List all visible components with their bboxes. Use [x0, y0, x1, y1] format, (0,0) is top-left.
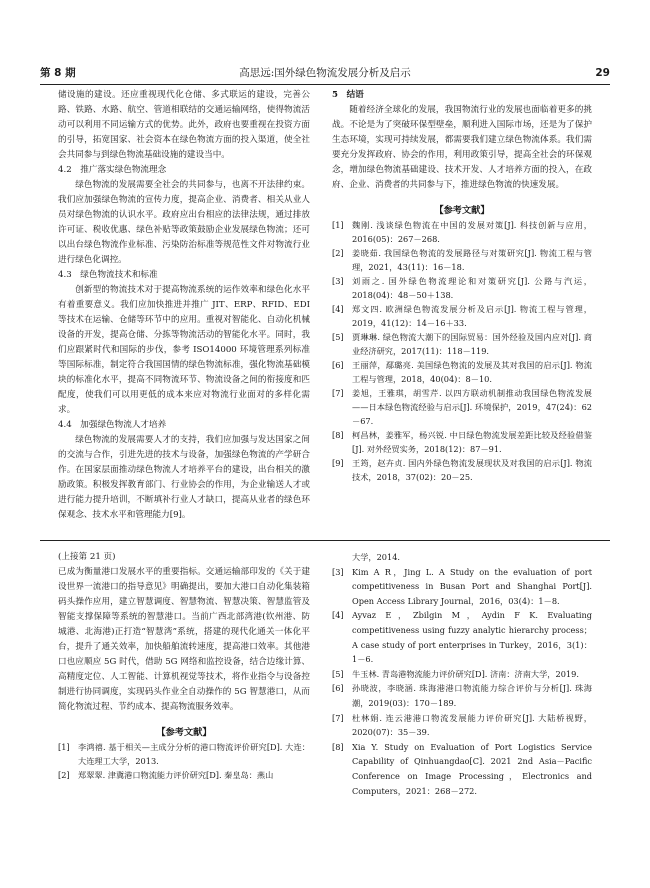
reference-list	[58, 740, 310, 782]
references-heading: 【参考文献】	[434, 205, 490, 216]
subsection-heading: 4.4 加强绿色物流人才培养	[58, 420, 167, 430]
issue-number: 第 8 期	[40, 67, 76, 79]
reference-item: [7] 杜林娟. 连云港港口物流发展能力评价研究[J]. 大陆桥视野，2020(07)：35－39.	[332, 712, 592, 738]
reference-item: [7] 姜旭，王雅琪，胡雪芹. 以四方联动机制推动我国绿色物流发展——日本绿色物流经验与启示[J]. 环境保护，2019，47(24)：62－67.	[332, 388, 592, 426]
reference-item: [9] 王筠，赵卉贞. 国内外绿色物流发展现状及对我国的启示[J]. 物流技术，2018，37(02)：20－25.	[332, 458, 592, 482]
reference-item: [3] Kim A R，Jing L. A Study on the evaluation of port competitiveness in Busan Port and Shanghai Port[J]. Open Access Library Journal，2016，03(4)：1－8.	[332, 566, 592, 606]
subsection-heading: 4.3 绿色物流技术和标准	[58, 270, 158, 280]
upper-left-column	[58, 88, 310, 523]
page-header	[40, 64, 610, 82]
reference-item: [6] 孙晓波，李晓涵. 珠海港港口物流能力综合评价与分析[J]. 珠海潮，2019(03)：170－189.	[332, 683, 592, 708]
conclusion-paragraph: 随着经济全球化的发展，我国物流行业的发展也面临着更多的挑战。不论是为了突破环保型壁垒，顺利进入国际市场，还是为了保护生态环境，实现可持续发展，都需要我们建立绿色物流体系。我们需要充分发挥政府、协会的作用，利用政策引导，提高全社会的环保观念，增加绿色物流基础建设、技术开发、人才培养方面的投入，在政府、企业、消费者的共同参与下，推进绿色物流的快速发展。	[332, 105, 592, 190]
reference-item: 大学，2014.	[352, 552, 401, 562]
body-paragraph: 储设施的建设。还应重视现代化仓储、多式联运的建设，完善公路、铁路、水路、航空、管道相联结的交通运输网络，使得物流活动可以利用不同运输方式的优势。此外，政府也要重视在投资方面的引导，拓宽国家、社会资本在绿色物流方面的投入渠道，使全社会共同参与到绿色物流基础设施的建设当中。	[58, 90, 310, 160]
reference-item: [2] 郑翠翠. 津冀港口物流能力评价研究[D]. 秦皇岛：燕山	[58, 770, 274, 780]
section-title-conclusion: 5 结语	[332, 90, 364, 100]
upper-right-column	[332, 88, 592, 484]
article-divider	[40, 540, 610, 541]
reference-list	[332, 218, 592, 484]
reference-item: [8] 柯昌林，姜雅军，杨兴锐. 中日绿色物流发展差距比较及经验借鉴[J]. 对外经贸实务，2018(12)：87－91.	[332, 430, 592, 454]
lower-left-column	[58, 550, 310, 782]
body-paragraph: 创新型的物流技术对于提高物流系统的运作效率和绿色化水平有着重要意义。我们应加快推进并推广 JIT、ERP、RFID、EDI 等技术在运输、仓储等环节中的应用。重视对智能化、自动化机械设备的开发，提高仓储、分拣等物流活动的智能化水平。同时，我们应跟紧时代和国际的步伐，参考 ISO14000 环境管理系列标准等国际标准，制定符合我国国情的绿色物流标准，强化物流基础模块的标准化水平，提高不同物流环节、物流设备之间的衔接度和匹配度，使我们可以用更低的成本来应对物流行业面对的多样化需求。	[58, 285, 310, 415]
running-title: 高思远:国外绿色物流发展分析及启示	[239, 67, 411, 79]
reference-item: [4] 郑文四. 欧洲绿色物流发展分析及启示[J]. 物流工程与管理，2019，41(12)：14－16＋33.	[332, 304, 592, 328]
references-heading: 【参考文献】	[156, 727, 212, 738]
reference-item: [1] 李鸿禧. 基于相关—主成分分析的港口物流评价研究[D]. 大连：大连理工大学，2013.	[58, 742, 310, 766]
body-paragraph: 已成为衡量港口发展水平的重要指标。交通运输部印发的《关于建设世界一流港口的指导意见》明确提出，要加大港口自动化集装箱码头操作应用，建立智慧调度、智慧物流、智慧决策、智慧监管及智能支撑保障等系统的智慧港口。当前广西北部湾港(钦州港、防城港、北海港)正打造“智慧湾”系统，搭建的现代化通关一体化平台，提升了通关效率，加快船舶流转速度，提高港口效率。其他港口也应顺应 5G 时代，借助 5G 网络和监控设备，结合边缘计算、高精度定位、人工智能、计算机视觉等技术，将作业指令与设备控制进行协同调度，实现码头作业全自动操作的 5G 智慧港口，从而简化物流过程、节约成本、提高物流服务效率。	[58, 567, 310, 712]
reference-item: [8] Xia Y. Study on Evaluation of Port Logistics Service Capability of Qinhuangdao[C]. 2021 2nd Asia－Pacific Conference on Image Processing，Electronics and Computers，2021：268－272.	[332, 741, 592, 796]
lower-right-column	[332, 550, 592, 798]
body-paragraph: 绿色物流的发展需要全社会的共同参与，也离不开法律约束。我们应加强绿色物流的宣传力度，提高企业、消费者、相关从业人员对绿色物流的认识水平。政府应出台相应的法律法规，通过排放许可证、税收优惠、绿色补贴等政策鼓励企业发展绿色物流；还可以出台绿色物流作业标准、污染防治标准等规范性文件对物流行业进行绿色化调控。	[58, 180, 310, 265]
reference-item: [4] Ayvaz E，Zbilgin M，Aydin F K. Evaluating competitiveness using fuzzy analytic hierarchy process；A case study of port enterprises in Turkey，2016，3(1)：1－6.	[332, 610, 592, 665]
reference-item: [6] 王丽萍，鄢璐亮. 美国绿色物流的发展及其对我国的启示[J]. 物流工程与管理，2018，40(04)：8－10.	[332, 360, 592, 384]
continued-note: (上接第 21 页)	[58, 552, 116, 562]
reference-item: [2] 姜晓茹. 我国绿色物流的发展路径与对策研究[J]. 物流工程与管理，2021，43(11)：16－18.	[332, 248, 592, 272]
subsection-heading: 4.2 推广落实绿色物流理念	[58, 165, 167, 175]
body-paragraph: 绿色物流的发展需要人才的支持，我们应加强与发达国家之间的交流与合作，引进先进的技术与设备，加强绿色物流的产学研合作。在国家层面推动绿色物流人才培养平台的建设，出台相关的激励政策。积极发挥教育部门、行业协会的作用，为企业输送人才或进行能力提升培训，不断填补行业人才缺口，提高从业者的绿色环保观念、技术水平和管理能力[9]。	[58, 435, 310, 520]
reference-item: [5] 牛玉林. 青岛港物流能力评价研究[D]. 济南：济南大学，2019.	[332, 668, 579, 679]
page-number: 29	[595, 67, 610, 79]
reference-item: [5] 贾琳琳. 绿色物流大潮下的国际贸易：国外经验及国内应对[J]. 商业经济研究，2017(11)：118－119.	[332, 332, 592, 356]
reference-item: [1] 魏刚. 浅谈绿色物流在中国的发展对策[J]. 科技创新与应用，2016(05)：267－268.	[332, 220, 592, 244]
header-rule	[40, 84, 610, 85]
reference-item: [3] 刘雨之. 国外绿色物流理论和对策研究[J]. 公路与汽运，2018(04)：48－50＋138.	[332, 276, 592, 300]
